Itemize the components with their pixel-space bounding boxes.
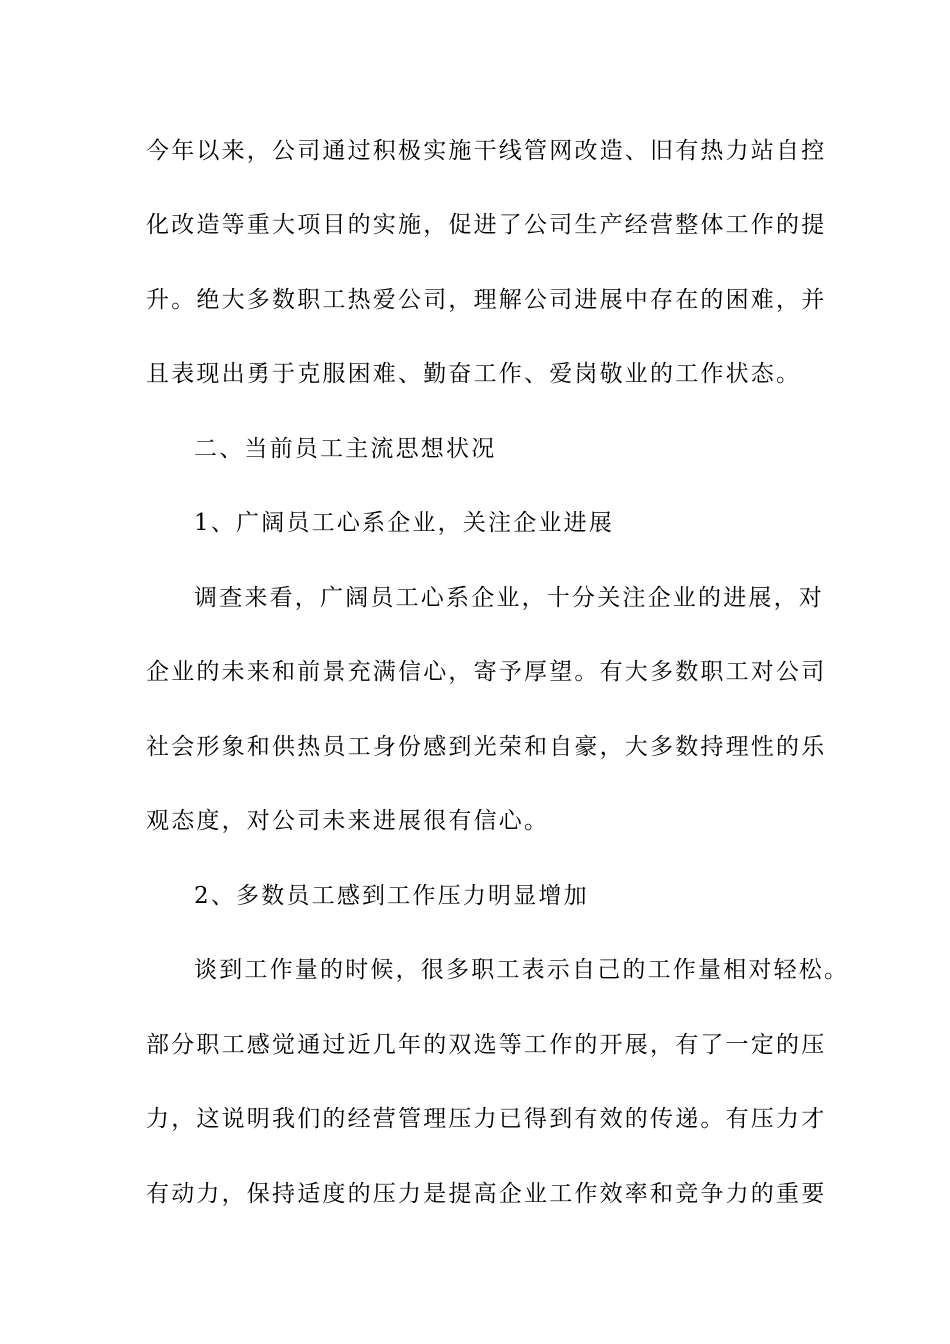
paragraph-line: 部分职工感觉通过近几年的双选等工作的开展，有了一定的压 [146, 1032, 827, 1058]
paragraph-line: 企业的未来和前景充满信心，寄予厚望。有大多数职工对公司 [146, 659, 827, 685]
paragraph-line: 调查来看，广阔员工心系企业，十分关注企业的进展，对 [194, 585, 824, 611]
paragraph-line: 有动力，保持适度的压力是提高企业工作效率和竞争力的重要 [146, 1181, 827, 1207]
paragraph-line: 化改造等重大项目的实施，促进了公司生产经营整体工作的提 [146, 212, 827, 238]
paragraph-line: 谈到工作量的时候，很多职工表示自己的工作量相对轻松。 [194, 957, 850, 983]
paragraph-line: 社会形象和供热员工身份感到光荣和自豪，大多数持理性的乐 [146, 734, 827, 760]
paragraph-line: 观态度，对公司未来进展很有信心。 [146, 808, 550, 834]
subsection-heading: 1、广阔员工心系企业，关注企业进展 [194, 510, 615, 536]
paragraph-line: 且表现出勇于克服困难、勤奋工作、爱岗敬业的工作状态。 [146, 361, 802, 387]
paragraph-line: 升。绝大多数职工热爱公司，理解公司进展中存在的困难，并 [146, 287, 827, 313]
subsection-heading: 2、多数员工感到工作压力明显增加 [194, 883, 589, 909]
paragraph-line: 力，这说明我们的经营管理压力已得到有效的传递。有压力才 [146, 1106, 827, 1132]
paragraph-line: 今年以来，公司通过积极实施干线管网改造、旧有热力站自控 [146, 138, 827, 164]
section-heading: 二、当前员工主流思想状况 [194, 436, 497, 462]
